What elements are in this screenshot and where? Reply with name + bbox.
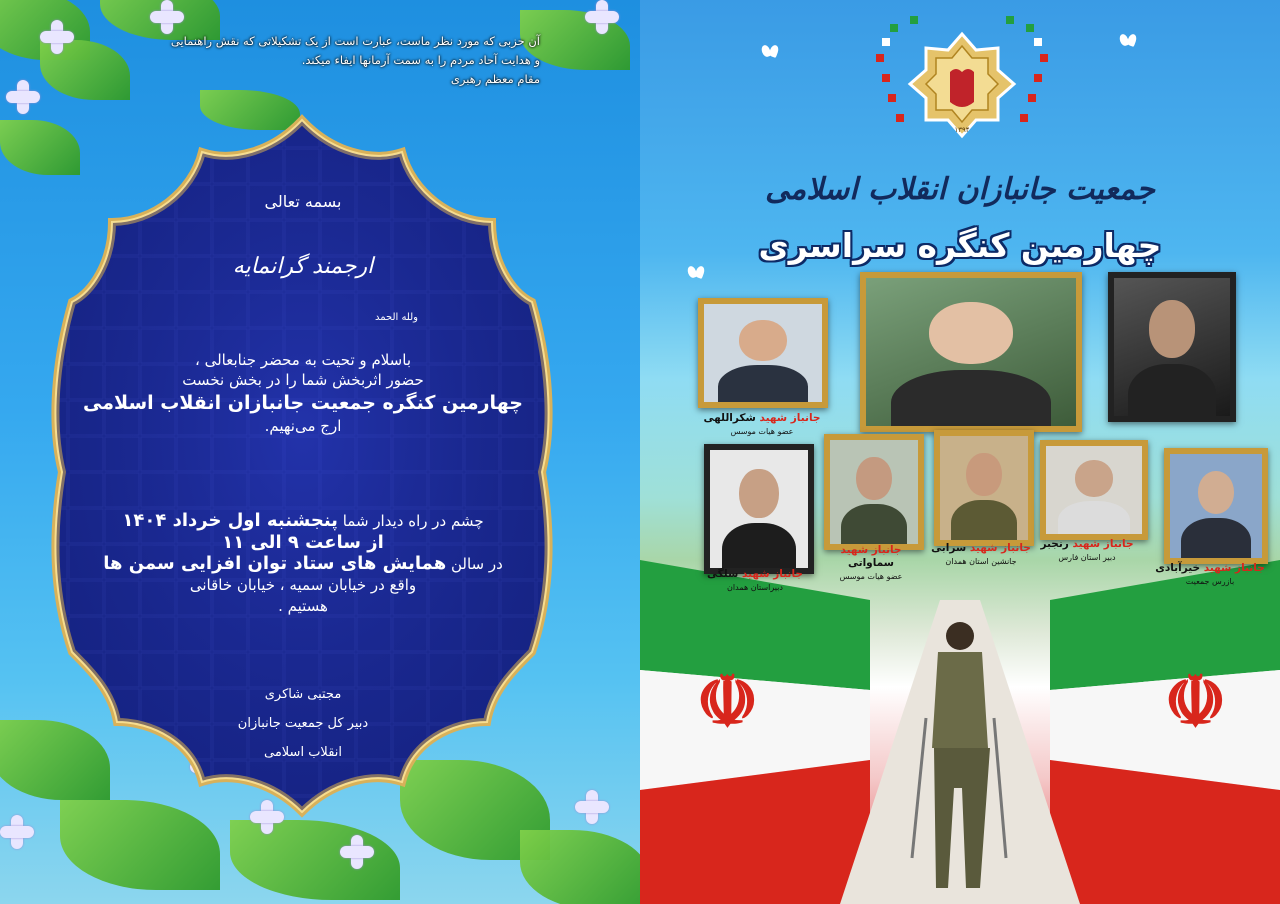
martyr-photo [698,298,828,408]
martyr-prefix: جانباز شهید [1072,538,1134,550]
signer-name: مجتبی شاکری [264,687,342,702]
martyr-prefix: جانباز شهید [742,568,803,580]
leader-quote [120,32,540,89]
organization-title: جمعیت جانبازان انقلاب اسلامی [765,172,1155,207]
martyr-role: دبیراستان همدان [727,583,783,592]
date-line [48,510,558,532]
intro-paragraph [48,350,558,436]
martyr-role: بازرس جمعیت [1185,577,1235,586]
martyr-role: عضو هیات موسس [839,572,903,581]
iran-emblem-left: ☫ [696,660,759,743]
iran-emblem-right: ☫ [1164,660,1227,743]
martyr-name: رنجبر [1040,538,1069,550]
martyr-role: جانشین استان همدان [945,557,1017,566]
butterfly-decoration [762,45,778,59]
wa-alhamd: ولله الحمد [374,312,418,323]
portrait-frame-center [860,272,1082,432]
event-title: چهارمین کنگره جمعیت جانبازان انقلاب اسلامی [83,392,523,414]
intro-line: باسلام و تحیت به محضر جنابعالی ، [195,351,411,369]
flower-decoration [6,80,40,114]
quote-line: و هدایت آحاد مردم را به سمت آرمانها ایفاء میکند. [301,53,540,67]
invitation-card [48,160,558,810]
martyr-name: سماواتی [848,557,894,569]
closing-line: هستیم . [278,597,328,615]
venue-prefix: در سالن [450,555,503,573]
signer-title: انقلاب اسلامی [264,745,342,760]
martyr-prefix: جانباز شهید [969,542,1031,554]
quote-line: آن حزبی که مورد نظر ماست، عبارت است از یک تشکیلاتی که نقش راهنمایی [170,34,540,48]
martyr-prefix: جانباز شهید [1203,562,1265,574]
event-address: واقع در خیابان سمیه ، خیابان خاقانی [189,576,417,594]
martyr-name: سرابی [931,542,967,554]
quote-attribution: مقام معظم رهبری [450,72,540,86]
event-time: از ساعت ۹ الی ۱۱ [222,532,384,553]
martyr-photo [934,430,1034,546]
intro-line: ارج می‌نهیم. [264,417,342,435]
martyr-caption [696,568,814,594]
martyr-name: شکراللهی [703,412,756,424]
intro-line: حضور اثربخش شما را در بخش نخست [182,371,424,389]
leaf-decoration [520,830,640,904]
martyr-caption [1154,562,1266,588]
poster-panel [640,0,1280,904]
flower-decoration [575,790,609,824]
butterfly-decoration [1120,34,1136,48]
flower-decoration [585,0,619,34]
martyr-prefix: جانباز شهید [840,544,902,556]
recipient-title: ارجمند گرانمایه [232,254,374,279]
congress-title: چهارمین کنگره سراسری [758,226,1162,265]
portrait-frame-right [1108,272,1236,422]
event-date: پنجشنبه اول خرداد ۱۴۰۴ [122,510,338,531]
wait-prefix: چشم در راه دیدار شما [342,512,484,530]
event-venue: همایش های ستاد توان افزایی سمن ها [103,553,447,574]
martyr-caption [1032,538,1142,564]
martyr-photo [1040,440,1148,540]
martyr-photo [704,444,814,574]
logo-year: ۱۳۹۴ [954,126,970,134]
martyr-caption [926,542,1036,568]
signature-block [48,680,558,767]
martyr-name: سلگی [707,568,739,580]
butterfly-decoration [688,266,704,280]
martyr-caption [816,544,926,583]
flower-decoration [0,815,34,849]
veteran-figure [908,618,1018,904]
martyr-photo [1164,448,1268,564]
martyr-prefix: جانباز شهید [759,412,821,424]
flower-decoration [150,0,184,34]
logo-wreath [860,14,1064,144]
martyr-name: خیرآبادی [1155,562,1201,574]
martyr-photo [824,434,924,550]
martyr-caption [698,412,826,438]
venue-line [48,553,558,575]
flower-decoration [40,20,74,54]
martyr-role: دبیر استان فارس [1058,553,1116,562]
flower-decoration [340,835,374,869]
card-heading: بسمه تعالی [264,192,342,211]
martyr-role: عضو هیات موسس [730,427,794,436]
event-details [48,510,558,617]
signer-title: دبیر کل جمعیت جانبازان [237,716,369,731]
